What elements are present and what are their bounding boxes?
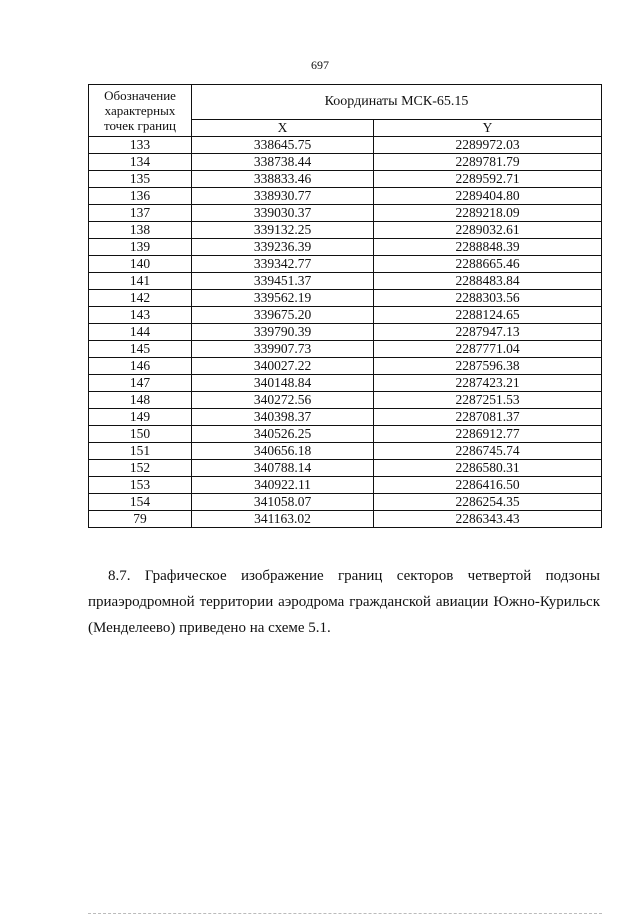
cell-point: 138 <box>89 222 192 239</box>
cell-x: 340656.18 <box>192 443 374 460</box>
cell-x: 338833.46 <box>192 171 374 188</box>
cell-y: 2287947.13 <box>374 324 602 341</box>
table-row <box>89 188 602 205</box>
cell-y: 2287423.21 <box>374 375 602 392</box>
table-row <box>89 324 602 341</box>
table-row <box>89 477 602 494</box>
cell-x: 340272.56 <box>192 392 374 409</box>
page-number: 697 <box>311 58 329 72</box>
table-row <box>89 392 602 409</box>
table-row <box>89 358 602 375</box>
cell-point: 153 <box>89 477 192 494</box>
cell-point: 143 <box>89 307 192 324</box>
cell-x: 339342.77 <box>192 256 374 273</box>
table-row <box>89 154 602 171</box>
table-row <box>89 307 602 324</box>
cell-point: 154 <box>89 494 192 511</box>
cell-point: 147 <box>89 375 192 392</box>
body-paragraph <box>88 563 600 641</box>
cell-y: 2287081.37 <box>374 409 602 426</box>
table-row <box>89 137 602 154</box>
header-coordinates: Координаты МСК-65.15 <box>192 85 602 120</box>
cell-point: 140 <box>89 256 192 273</box>
cell-x: 340922.11 <box>192 477 374 494</box>
table-row <box>89 426 602 443</box>
cell-y: 2286580.31 <box>374 460 602 477</box>
table-row <box>89 409 602 426</box>
table-row <box>89 494 602 511</box>
cell-point: 135 <box>89 171 192 188</box>
footer-rule <box>88 913 602 914</box>
cell-x: 341058.07 <box>192 494 374 511</box>
cell-x: 340526.25 <box>192 426 374 443</box>
table-row <box>89 222 602 239</box>
cell-point: 144 <box>89 324 192 341</box>
cell-point: 134 <box>89 154 192 171</box>
table-row <box>89 239 602 256</box>
cell-y: 2289781.79 <box>374 154 602 171</box>
cell-x: 338645.75 <box>192 137 374 154</box>
cell-y: 2286912.77 <box>374 426 602 443</box>
cell-y: 2286745.74 <box>374 443 602 460</box>
cell-point: 136 <box>89 188 192 205</box>
header-point-designation: Обозначение характерных точек границ <box>89 85 192 137</box>
cell-y: 2288303.56 <box>374 290 602 307</box>
cell-x: 340148.84 <box>192 375 374 392</box>
cell-y: 2289592.71 <box>374 171 602 188</box>
table-row <box>89 443 602 460</box>
table-row <box>89 375 602 392</box>
cell-x: 340027.22 <box>192 358 374 375</box>
cell-x: 339675.20 <box>192 307 374 324</box>
cell-point: 145 <box>89 341 192 358</box>
cell-point: 148 <box>89 392 192 409</box>
cell-point: 142 <box>89 290 192 307</box>
header-y: Y <box>374 120 602 137</box>
paragraph-line: 8.7. Графическое изображение границ секторов четвертой подзоны <box>108 568 600 584</box>
cell-point: 139 <box>89 239 192 256</box>
cell-y: 2287771.04 <box>374 341 602 358</box>
table-row <box>89 460 602 477</box>
cell-x: 341163.02 <box>192 511 374 528</box>
cell-x: 339030.37 <box>192 205 374 222</box>
cell-x: 338738.44 <box>192 154 374 171</box>
cell-x: 339562.19 <box>192 290 374 307</box>
cell-point: 141 <box>89 273 192 290</box>
cell-x: 339132.25 <box>192 222 374 239</box>
cell-y: 2288124.65 <box>374 307 602 324</box>
cell-y: 2286343.43 <box>374 511 602 528</box>
cell-x: 339451.37 <box>192 273 374 290</box>
table-row <box>89 290 602 307</box>
cell-y: 2288665.46 <box>374 256 602 273</box>
table-row <box>89 341 602 358</box>
cell-x: 339790.39 <box>192 324 374 341</box>
cell-y: 2289404.80 <box>374 188 602 205</box>
cell-y: 2288483.84 <box>374 273 602 290</box>
table-row <box>89 273 602 290</box>
cell-y: 2286416.50 <box>374 477 602 494</box>
cell-y: 2289972.03 <box>374 137 602 154</box>
cell-y: 2287596.38 <box>374 358 602 375</box>
cell-y: 2289218.09 <box>374 205 602 222</box>
cell-point: 146 <box>89 358 192 375</box>
coordinates-table <box>88 84 602 528</box>
cell-x: 338930.77 <box>192 188 374 205</box>
table-body <box>89 137 602 528</box>
cell-point: 133 <box>89 137 192 154</box>
cell-point: 151 <box>89 443 192 460</box>
cell-point: 150 <box>89 426 192 443</box>
table-row <box>89 511 602 528</box>
cell-y: 2286254.35 <box>374 494 602 511</box>
cell-y: 2288848.39 <box>374 239 602 256</box>
cell-x: 339236.39 <box>192 239 374 256</box>
cell-point: 152 <box>89 460 192 477</box>
cell-point: 79 <box>89 511 192 528</box>
cell-x: 339907.73 <box>192 341 374 358</box>
table-row <box>89 256 602 273</box>
cell-y: 2287251.53 <box>374 392 602 409</box>
paragraph-line: (Менделеево) приведено на схеме 5.1. <box>88 620 331 636</box>
cell-x: 340398.37 <box>192 409 374 426</box>
cell-x: 340788.14 <box>192 460 374 477</box>
cell-y: 2289032.61 <box>374 222 602 239</box>
table-row <box>89 205 602 222</box>
cell-point: 149 <box>89 409 192 426</box>
header-x: X <box>192 120 374 137</box>
cell-point: 137 <box>89 205 192 222</box>
paragraph-line: приаэродромной территории аэродрома гражданской авиации Южно-Курильск <box>88 594 600 610</box>
table-row <box>89 171 602 188</box>
